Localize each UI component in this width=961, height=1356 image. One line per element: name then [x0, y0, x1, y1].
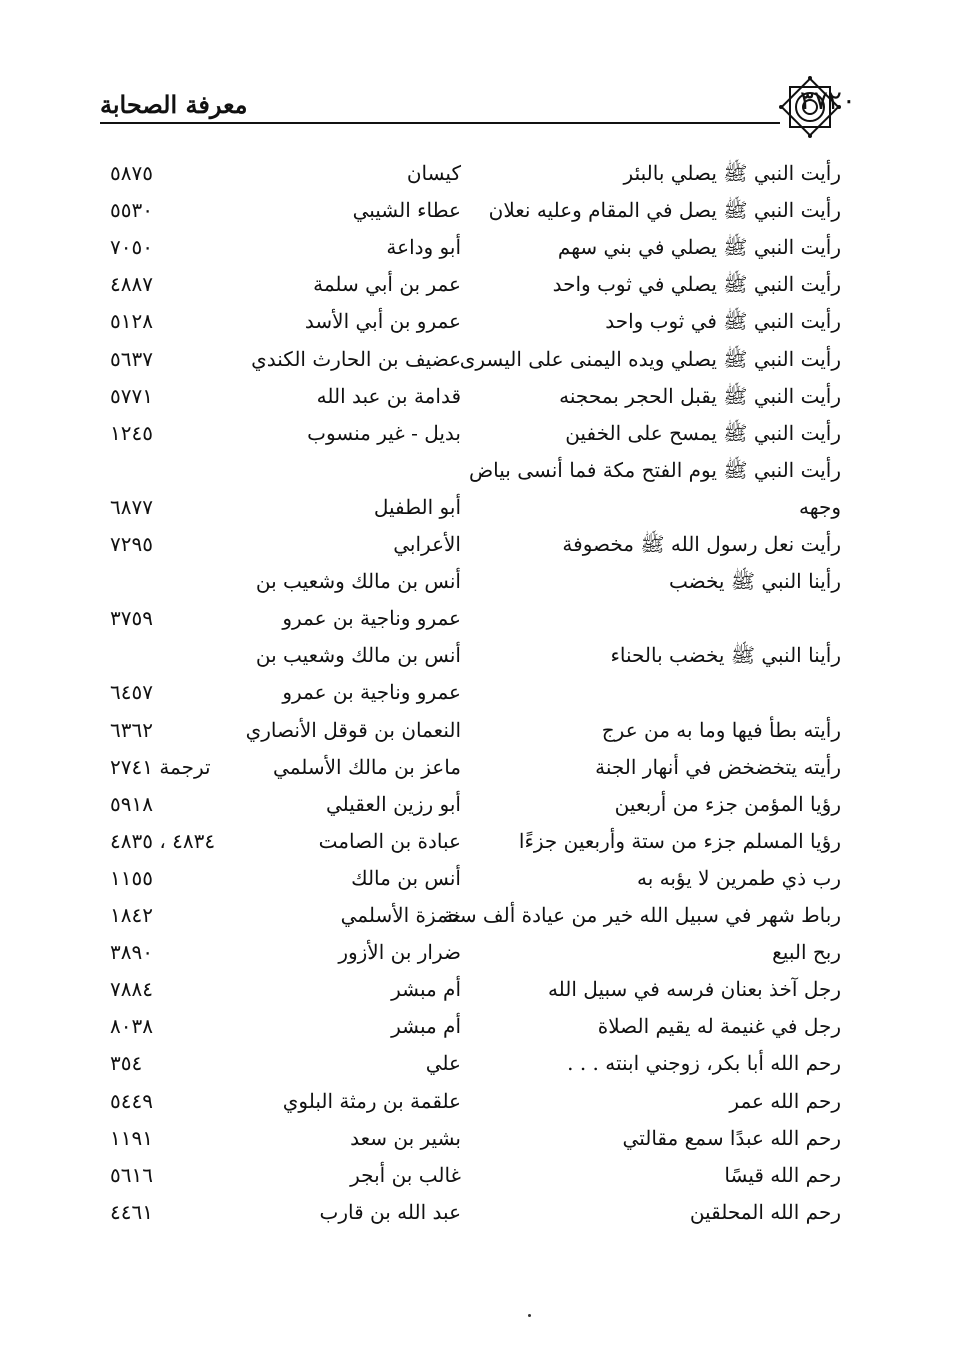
- index-row: [0, 528, 961, 564]
- narrator-name: أنس بن مالك وشعيب بن: [255, 643, 461, 668]
- narrator-name: عبد الله بن قارب: [319, 1199, 461, 1224]
- narrator-name: قدامة بن عبد الله: [316, 383, 461, 408]
- narrator-name: علقمة بن رمثة البلوي: [282, 1088, 461, 1113]
- book-title: معرفة الصحابة: [100, 90, 248, 119]
- hadith-text: وجهه: [799, 494, 841, 519]
- reference-number: ٥٦١٦: [110, 1162, 153, 1187]
- index-row: [0, 1196, 961, 1232]
- index-row: [0, 305, 961, 341]
- hadith-text: رأيت النبي ﷺ يصلي في ثوب واحد: [552, 272, 841, 297]
- index-row: [0, 194, 961, 230]
- narrator-name: عمرو وناجية بن عمرو: [282, 680, 461, 705]
- narrator-name: عطاء الشيبي: [352, 198, 461, 223]
- hadith-text: رحم الله عمر: [729, 1088, 841, 1113]
- narrator-name: الأعرابي: [393, 532, 461, 556]
- hadith-text: رأينا النبي ﷺ يخضب بالحناء: [610, 643, 841, 668]
- narrator-name: عضيف بن الحارث الكندي: [251, 346, 461, 371]
- reference-number: ترجمة ٢٧٤١: [110, 754, 211, 779]
- hadith-text: ربح البيع: [772, 940, 841, 965]
- narrator-name: عبادة بن الصامت: [318, 828, 461, 853]
- hadith-text: رأيت النبي ﷺ يقبل الحجر بمحجنه: [559, 383, 841, 408]
- reference-number: ١١٥٥: [110, 865, 153, 890]
- hadith-text: رأيت النبي ﷺ يصل في المقام وعليه نعلان: [488, 198, 841, 223]
- reference-number: ٤٤٦١: [110, 1199, 153, 1224]
- index-row: [0, 602, 961, 638]
- index-row: [0, 973, 961, 1009]
- narrator-name: أبو الطفيل: [373, 494, 461, 519]
- index-row: [0, 1010, 961, 1046]
- hadith-text: رأيت النبي ﷺ يوم الفتح مكة فما أنسى بياض: [468, 457, 841, 482]
- reference-number: ٤٨٨٧: [110, 272, 153, 297]
- hadith-text: رؤيا المسلم جزء من ستة وأربعين جزءًا: [518, 828, 841, 853]
- reference-number: ٥٥٣٠: [110, 198, 153, 223]
- page-header: [100, 76, 856, 136]
- narrator-name: عمرو وناجية بن عمرو: [282, 606, 461, 631]
- narrator-name: أنس بن مالك: [351, 865, 461, 890]
- narrator-name: حمزة الأسلمي: [340, 903, 461, 927]
- reference-number: ٥١٢٨: [110, 309, 153, 334]
- index-row: [0, 1159, 961, 1195]
- hadith-text: رأيت نعل رسول الله ﷺ مخصوفة: [562, 532, 841, 556]
- index-row: [0, 491, 961, 527]
- narrator-name: عمر بن أبي سلمة: [313, 272, 461, 297]
- narrator-name: أبو وداعة: [386, 235, 461, 260]
- reference-number: ١١٩١: [110, 1125, 153, 1150]
- reference-number: ٦٤٥٧: [110, 680, 153, 705]
- narrator-name: علي: [425, 1051, 461, 1076]
- narrator-name: عمرو بن أبي الأسد: [304, 309, 461, 334]
- index-row: [0, 1122, 961, 1158]
- reference-number: ١٨٤٢: [110, 903, 153, 927]
- hadith-text: رأيته يتخضخض في أنهار الجنة: [595, 754, 841, 779]
- reference-number: ٥٩١٨: [110, 791, 153, 816]
- narrator-name: ماعز بن مالك الأسلمي: [273, 754, 461, 779]
- reference-number: ٥٨٧٥: [110, 161, 153, 185]
- reference-number: ٧٢٩٥: [110, 532, 153, 556]
- hadith-text: رأينا النبي ﷺ يخضب: [669, 569, 841, 594]
- hadith-text: رجل في غنيمة له يقيم الصلاة: [597, 1014, 841, 1039]
- hadith-text: رؤيا المؤمن جزء من أربعين: [614, 791, 841, 816]
- index-row: [0, 231, 961, 267]
- hadith-text: رحم الله قيسًا: [724, 1162, 841, 1187]
- reference-number: ١٢٤٥: [110, 420, 153, 445]
- reference-number: ٧٠٥٠: [110, 235, 153, 260]
- page-number: ٣٧٢٠: [800, 86, 856, 116]
- index-row: [0, 825, 961, 861]
- reference-number: ٨٠٣٨: [110, 1014, 153, 1039]
- narrator-name: أم مبشر: [391, 1014, 461, 1039]
- index-row: [0, 751, 961, 787]
- narrator-name: بشير بن سعد: [350, 1125, 461, 1150]
- reference-number: ٤٨٣٤ ، ٤٨٣٥: [110, 828, 216, 853]
- narrator-name: أبو رزين العقيلي: [325, 791, 461, 816]
- index-row: [0, 676, 961, 712]
- page-speck: [528, 1314, 531, 1317]
- index-row: [0, 380, 961, 416]
- reference-number: ٥٦٣٧: [110, 346, 153, 371]
- reference-number: ٣٨٩٠: [110, 940, 153, 965]
- hadith-text: رأيت النبي ﷺ يصلي في بني سهم: [557, 235, 841, 260]
- narrator-name: النعمان بن قوقل الأنصاري: [245, 717, 461, 742]
- index-row: [0, 157, 961, 193]
- header-rule: [100, 122, 780, 124]
- narrator-name: كيسان: [406, 161, 461, 185]
- index-row: [0, 862, 961, 898]
- reference-number: ٥٧٧١: [110, 383, 153, 408]
- index-row: [0, 417, 961, 453]
- index-row: [0, 1085, 961, 1121]
- narrator-name: ضرار بن الأزور: [338, 940, 461, 965]
- hadith-text: رحم الله أبا بكر، زوجني ابنته . . .: [567, 1051, 841, 1076]
- index-row: [0, 899, 961, 935]
- index-row: [0, 936, 961, 972]
- narrator-name: غالب بن أبجر: [350, 1162, 461, 1187]
- index-row: [0, 454, 961, 490]
- narrator-name: أنس بن مالك وشعيب بن: [255, 569, 461, 594]
- reference-number: ٦٣٦٢: [110, 717, 153, 742]
- reference-number: ٥٤٤٩: [110, 1088, 153, 1113]
- hadith-text: رأيت النبي ﷺ يصلي بالبئر: [623, 161, 841, 185]
- narrator-name: بديل - غير منسوب: [307, 420, 461, 445]
- hadith-text: رحم الله المحلقين: [689, 1199, 841, 1224]
- reference-number: ٦٨٧٧: [110, 494, 153, 519]
- index-row: [0, 788, 961, 824]
- reference-number: ٣٥٤: [110, 1051, 143, 1076]
- hadith-text: رأيت النبي ﷺ في ثوب واحد: [605, 309, 841, 334]
- index-row: [0, 1047, 961, 1083]
- index-row: [0, 343, 961, 379]
- hadith-text: رباط شهر في سبيل الله خير من عيادة ألف سنة: [443, 903, 841, 927]
- hadith-text: رب ذي طمرين لا يؤبه به: [636, 865, 841, 890]
- hadith-text: رجل آخذ بعنان فرسه في سبيل الله: [547, 977, 841, 1002]
- hadith-text: رأيت النبي ﷺ يمسح على الخفين: [565, 420, 841, 445]
- hadith-text: رأيته بطأ فيها وما به من عرج: [601, 717, 841, 742]
- reference-number: ٣٧٥٩: [110, 606, 153, 631]
- reference-number: ٧٨٨٤: [110, 977, 153, 1002]
- hadith-text: رحم الله عبدًا سمع مقالتي: [622, 1125, 841, 1150]
- narrator-name: أم مبشر: [391, 977, 461, 1002]
- index-row: [0, 714, 961, 750]
- hadith-text: رأيت النبي ﷺ يصلي ويده اليمنى على اليسرى: [459, 346, 841, 371]
- index-row: [0, 565, 961, 601]
- index-row: [0, 639, 961, 675]
- index-row: [0, 268, 961, 304]
